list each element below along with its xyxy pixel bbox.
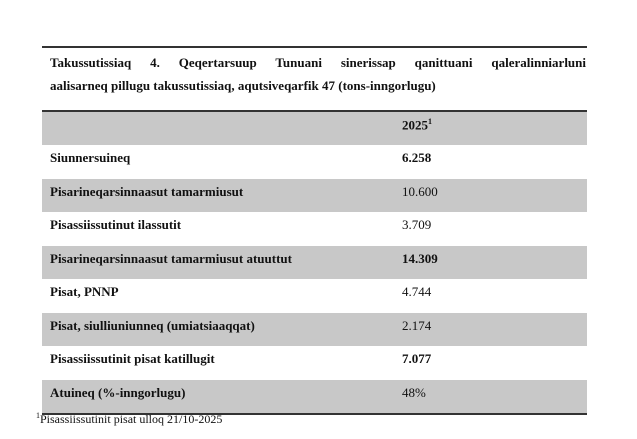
top-rule <box>42 46 587 48</box>
row-label: Atuineq (%-inngorlugu) <box>50 384 186 400</box>
row-value: 3.709 <box>402 217 432 232</box>
header-year <box>402 117 432 133</box>
row-value: 2.174 <box>402 317 432 333</box>
data-table <box>42 110 587 415</box>
table-row <box>42 346 587 380</box>
footnote-mark: 1 <box>428 117 432 126</box>
caption-line-1: Takussutissiaq 4. Qeqertarsuup Tunuani sinerissap qanittuani qaleralinniarluni <box>50 55 586 70</box>
row-label: Siunnersuineq <box>50 150 131 165</box>
row-value: 4.744 <box>402 284 432 299</box>
row-value: 48% <box>402 384 426 400</box>
table-row <box>42 279 587 313</box>
table-row <box>42 380 587 414</box>
row-label: Pisassiissutinut ilassutit <box>50 217 182 232</box>
row-value: 7.077 <box>402 351 432 366</box>
footnote-text: Pisassiissutinit pisat ulloq 21/10-2025 <box>40 412 223 426</box>
row-label: Pisassiissutinit pisat katillugit <box>50 351 215 366</box>
row-value: 10.600 <box>402 183 438 199</box>
footnote <box>36 411 222 427</box>
caption-line-2: aalisarneq pillugu takussutissiaq, aqutsiveqarfik 47 (tons-inngorlugu) <box>50 78 436 93</box>
year-text: 2025 <box>402 117 428 133</box>
row-label: Pisat, siulliuniunneq (umiatsiaaqqat) <box>50 317 255 333</box>
row-value: 6.258 <box>402 150 432 165</box>
row-label: Pisarineqarsinnaasut tamarmiusut <box>50 183 244 199</box>
row-value: 14.309 <box>402 250 438 266</box>
footnote-mark: 1 <box>36 411 40 420</box>
table-row <box>42 179 587 213</box>
table-row <box>42 246 587 280</box>
table-row <box>42 313 587 347</box>
table-header-row <box>42 112 587 145</box>
row-label: Pisarineqarsinnaasut tamarmiusut atuuttut <box>50 250 292 266</box>
row-label: Pisat, PNNP <box>50 284 119 299</box>
table-row <box>42 212 587 246</box>
table-caption <box>50 51 586 97</box>
table-row <box>42 145 587 179</box>
